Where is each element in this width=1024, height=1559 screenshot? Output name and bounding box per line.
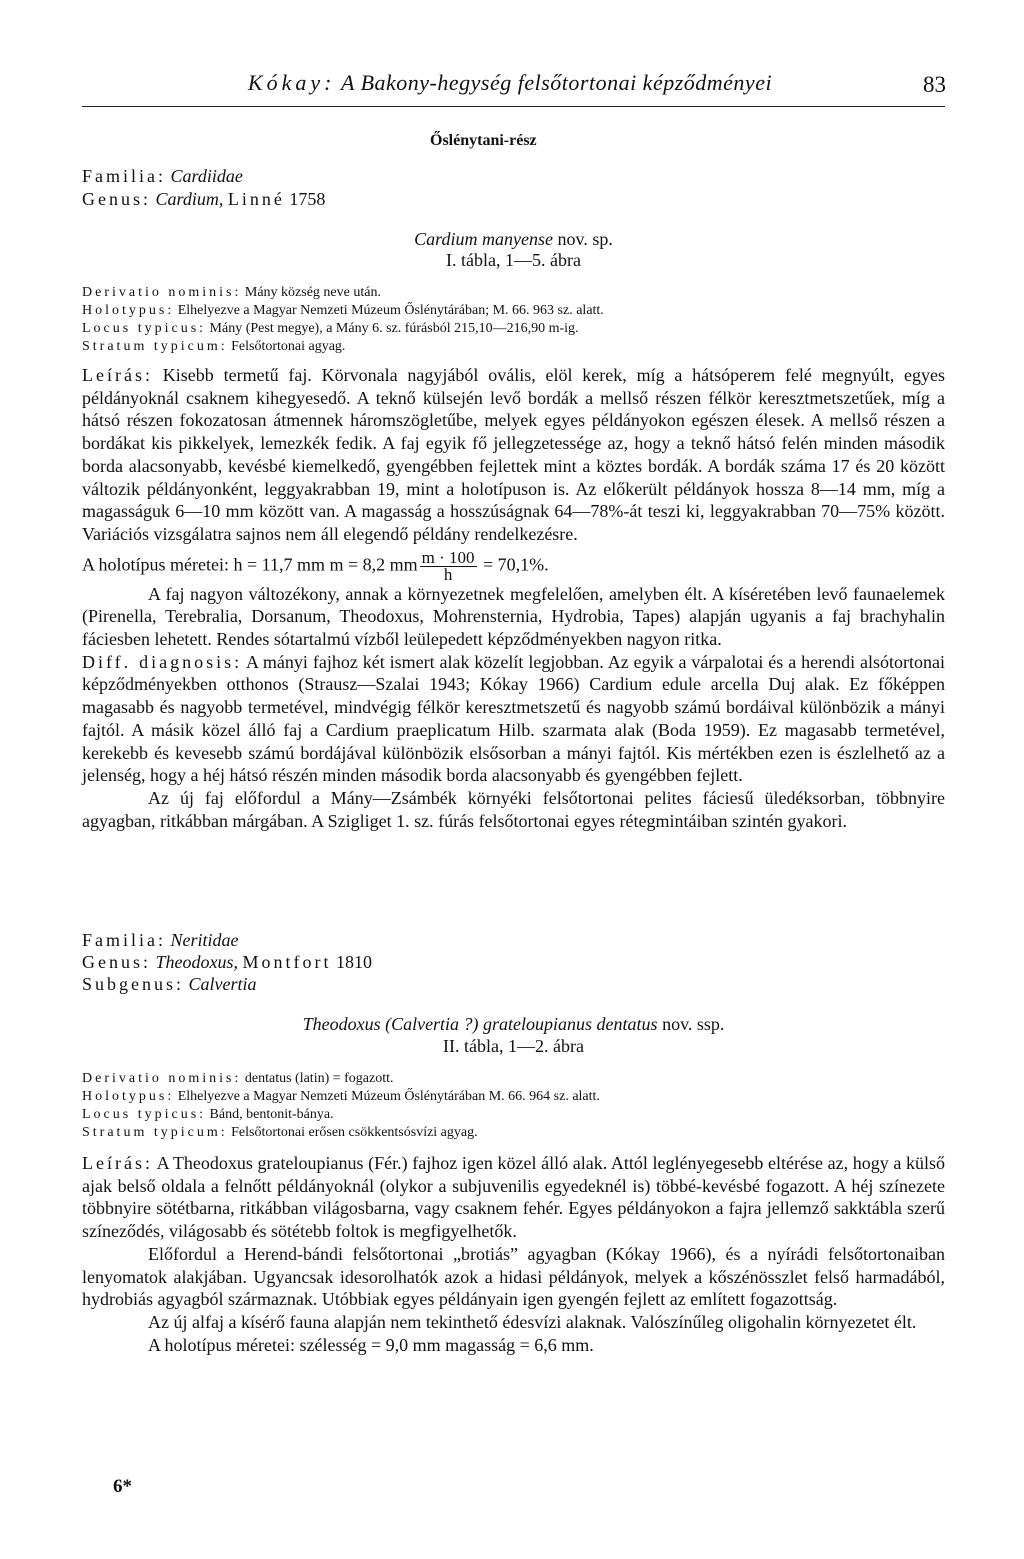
taxon1-derivatio: Derivatio nominis: Mány község neve után. (82, 285, 381, 300)
taxon2-genus: Genus: Theodoxus, Montfort 1810 (82, 952, 372, 972)
taxon1-familia: Familia: Cardiidae (82, 166, 243, 186)
signature-mark: 6* (113, 1476, 132, 1497)
running-header (80, 70, 940, 96)
taxon2-familia: Familia: Neritidae (82, 930, 239, 950)
taxon1-stratum: Stratum typicum: Felsőtortonai agyag. (82, 339, 346, 354)
page-number: 83 (923, 72, 946, 97)
taxon1-body (82, 364, 945, 832)
taxon1-genus: Genus: Cardium, Linné 1758 (82, 189, 326, 209)
taxon2-body (82, 1152, 945, 1356)
taxon2-plate-ref: II. tábla, 1—2. ábra (443, 1036, 584, 1056)
section-title: Őslénytani-rész (430, 132, 537, 149)
taxon1-meta (82, 284, 945, 356)
taxon1-locus: Locus typicus: Mány (Pest megye), a Mány 6. sz. fúrásból 215,10—216,90 m-ig. (82, 321, 579, 336)
taxon2-holotypus: Holotypus: Elhelyezve a Magyar Nemzeti Múzeum Őslénytárában M. 66. 964 sz. alatt. (82, 1089, 600, 1104)
taxon2-measurements: A holotípus méretei: szélesség = 9,0 mm magasság = 6,6 mm. (148, 1334, 594, 1355)
taxon2-derivatio: Derivatio nominis: dentatus (latin) = fogazott. (82, 1071, 394, 1086)
taxon1-paragraph-2: A faj nagyon változékony, annak a környezetnek megfelelően, amelyben élt. A kíséretében levő faunaelemek (Pirenella, Terebralia, Dorsanum, Theodoxus, Mohrensternia, Hydrobia, Tapes) alapján ugyanis a faj brachyhalin fáciesben lehetett. Rendes sótartalmú vízből leülepedett képződményekben nagyon ritka. (82, 583, 945, 650)
taxon2-subgenus: Subgenus: Calvertia (82, 974, 257, 994)
taxon2-leiras: Leírás: A Theodoxus grateloupianus (Fér.) fajhoz igen közel álló alak. Attól leglényegesebb eltérése az, hogy a külső ajak belső oldala a felnőtt példányoknál (olykor a subjuvenilis egyedeknél is) többé-kevésbé fogazott. A héj színezete többnyire sötétbarna, ritkábban világosbarna, vagy csaknem fehér. Egyes példányokon a fajra jellemző sakktábla szerű színeződés, világosabb és sötétebb foltok is megfigyelhetők. (82, 1153, 945, 1242)
taxon1-diff-diagnosis: Diff. diagnosis: A mányi fajhoz két ismert alak közelít legjobban. Az egyik a várpalotai és a herendi alsótortonai képződményekben otthonos (Strausz—Szalai 1943; Kókay 1966) Cardium edule arcella Duj alak. Ez főképpen magasabb és nagyobb termetével, mindvégig félkör keresztmetszetű és nagyobb számú bordáival különbözik a mányi fajtól. A másik közel álló faj a Cardium praeplicatum Hilb. szarmata alak (Boda 1959). Ez magasabb termetével, kerekebb és kevesebb számú bordájával különbözik elsősorban a mányi fajtól. Kis mértékben ezen is észlelhető az a jelenség, hogy a héj hátsó részén minden második borda alacsonyabb és gyengébben fejlett. (82, 651, 945, 786)
taxon2-paragraph-2: Előfordul a Herend-bándi felsőtortonai „brotiás” agyagban (Kókay 1966), és a nyírádi felsőtortonaiban lenyomatok alakjában. Ugyancsak idesorolhatók azok a hidasi példányok, melyek a kőszénösszlet felső harmadából, hydrobiás agyagból származnak. Utóbbiak egyes példányain igen gyengén fejlett az említett fogazottság. (82, 1243, 945, 1310)
formula-fraction: $\frac{m \cdot 100}{h}$ (421, 547, 475, 584)
header-title: A Bakony-hegység felsőtortonai képződményei (341, 70, 773, 95)
taxon1-paragraph-4: Az új faj előfordul a Mány—Zsámbék környéki felsőtortonai pelites fáciesű üledéksorban, többnyire agyagban, ritkábban márgában. A Szigliget 1. sz. fúrás felsőtortonai egyes rétegmintáiban szintén gyakori. (82, 787, 945, 831)
header-author: Kókay: (247, 70, 336, 95)
taxon1-plate-ref: I. tábla, 1—5. ábra (446, 250, 581, 270)
taxon1-measurements: A holotípus méretei: h = 11,7 mm m = 8,2 mm $\frac{m \cdot 100}{h}$ = 70,1%. (82, 547, 549, 584)
taxon2-stratum: Stratum typicum: Felsőtortonai erősen csökkentsósvízi agyag. (82, 1125, 478, 1140)
taxon1-leiras: Leírás: Kisebb termetű faj. Körvonala nagyjából ovális, elöl kerek, míg a hátsóperem felé megnyúlt, egyes példányoknál csaknem kihegyesedő. A teknő külsején levő bordák a mellső részen félkör keresztmetszetűek, míg a hátsó részen fokozatosan átmennek háromszögletűbe, melyek egyes példányokon egészen élesek. A mellső részen a bordákat kis pikkelyek, lemezkék fedik. A faj egyik fő jellegzetessége az, hogy a teknő hátsó felén minden második borda alacsonyabb, kevésbé kiemelkedő, gyengébben fejlettek mint a köztes bordák. A bordák száma 17 és 20 között változik példányonként, leggyakrabban 19, mint a holotípuson is. Az előkerült példányok hossza 8—14 mm, míg a magasságuk 6—10 mm között van. A magasság a hosszúságnak 64—78%-át teszi ki, leggyakrabban 70—75% között. Variációs vizsgálatra sajnos nem áll elegendő példány rendelkezésre. (82, 365, 946, 544)
taxon2-paragraph-3: Az új alfaj a kísérő fauna alapján nem tekinthető édesvízi alaknak. Valószínűleg oligohalin környezetet élt. (148, 1311, 917, 1332)
taxon2-meta (82, 1070, 945, 1142)
header-rule (82, 106, 945, 107)
taxon2-locus: Locus typicus: Bánd, bentonit-bánya. (82, 1107, 334, 1122)
taxon1-holotypus: Holotypus: Elhelyezve a Magyar Nemzeti Múzeum Őslénytárában; M. 66. 963 sz. alatt. (82, 303, 604, 318)
taxon2-species-title: Theodoxus (Calvertia ?) grateloupianus dentatus nov. ssp. (302, 1014, 725, 1034)
taxon1-species-title: Cardium manyense nov. sp. (414, 229, 613, 249)
